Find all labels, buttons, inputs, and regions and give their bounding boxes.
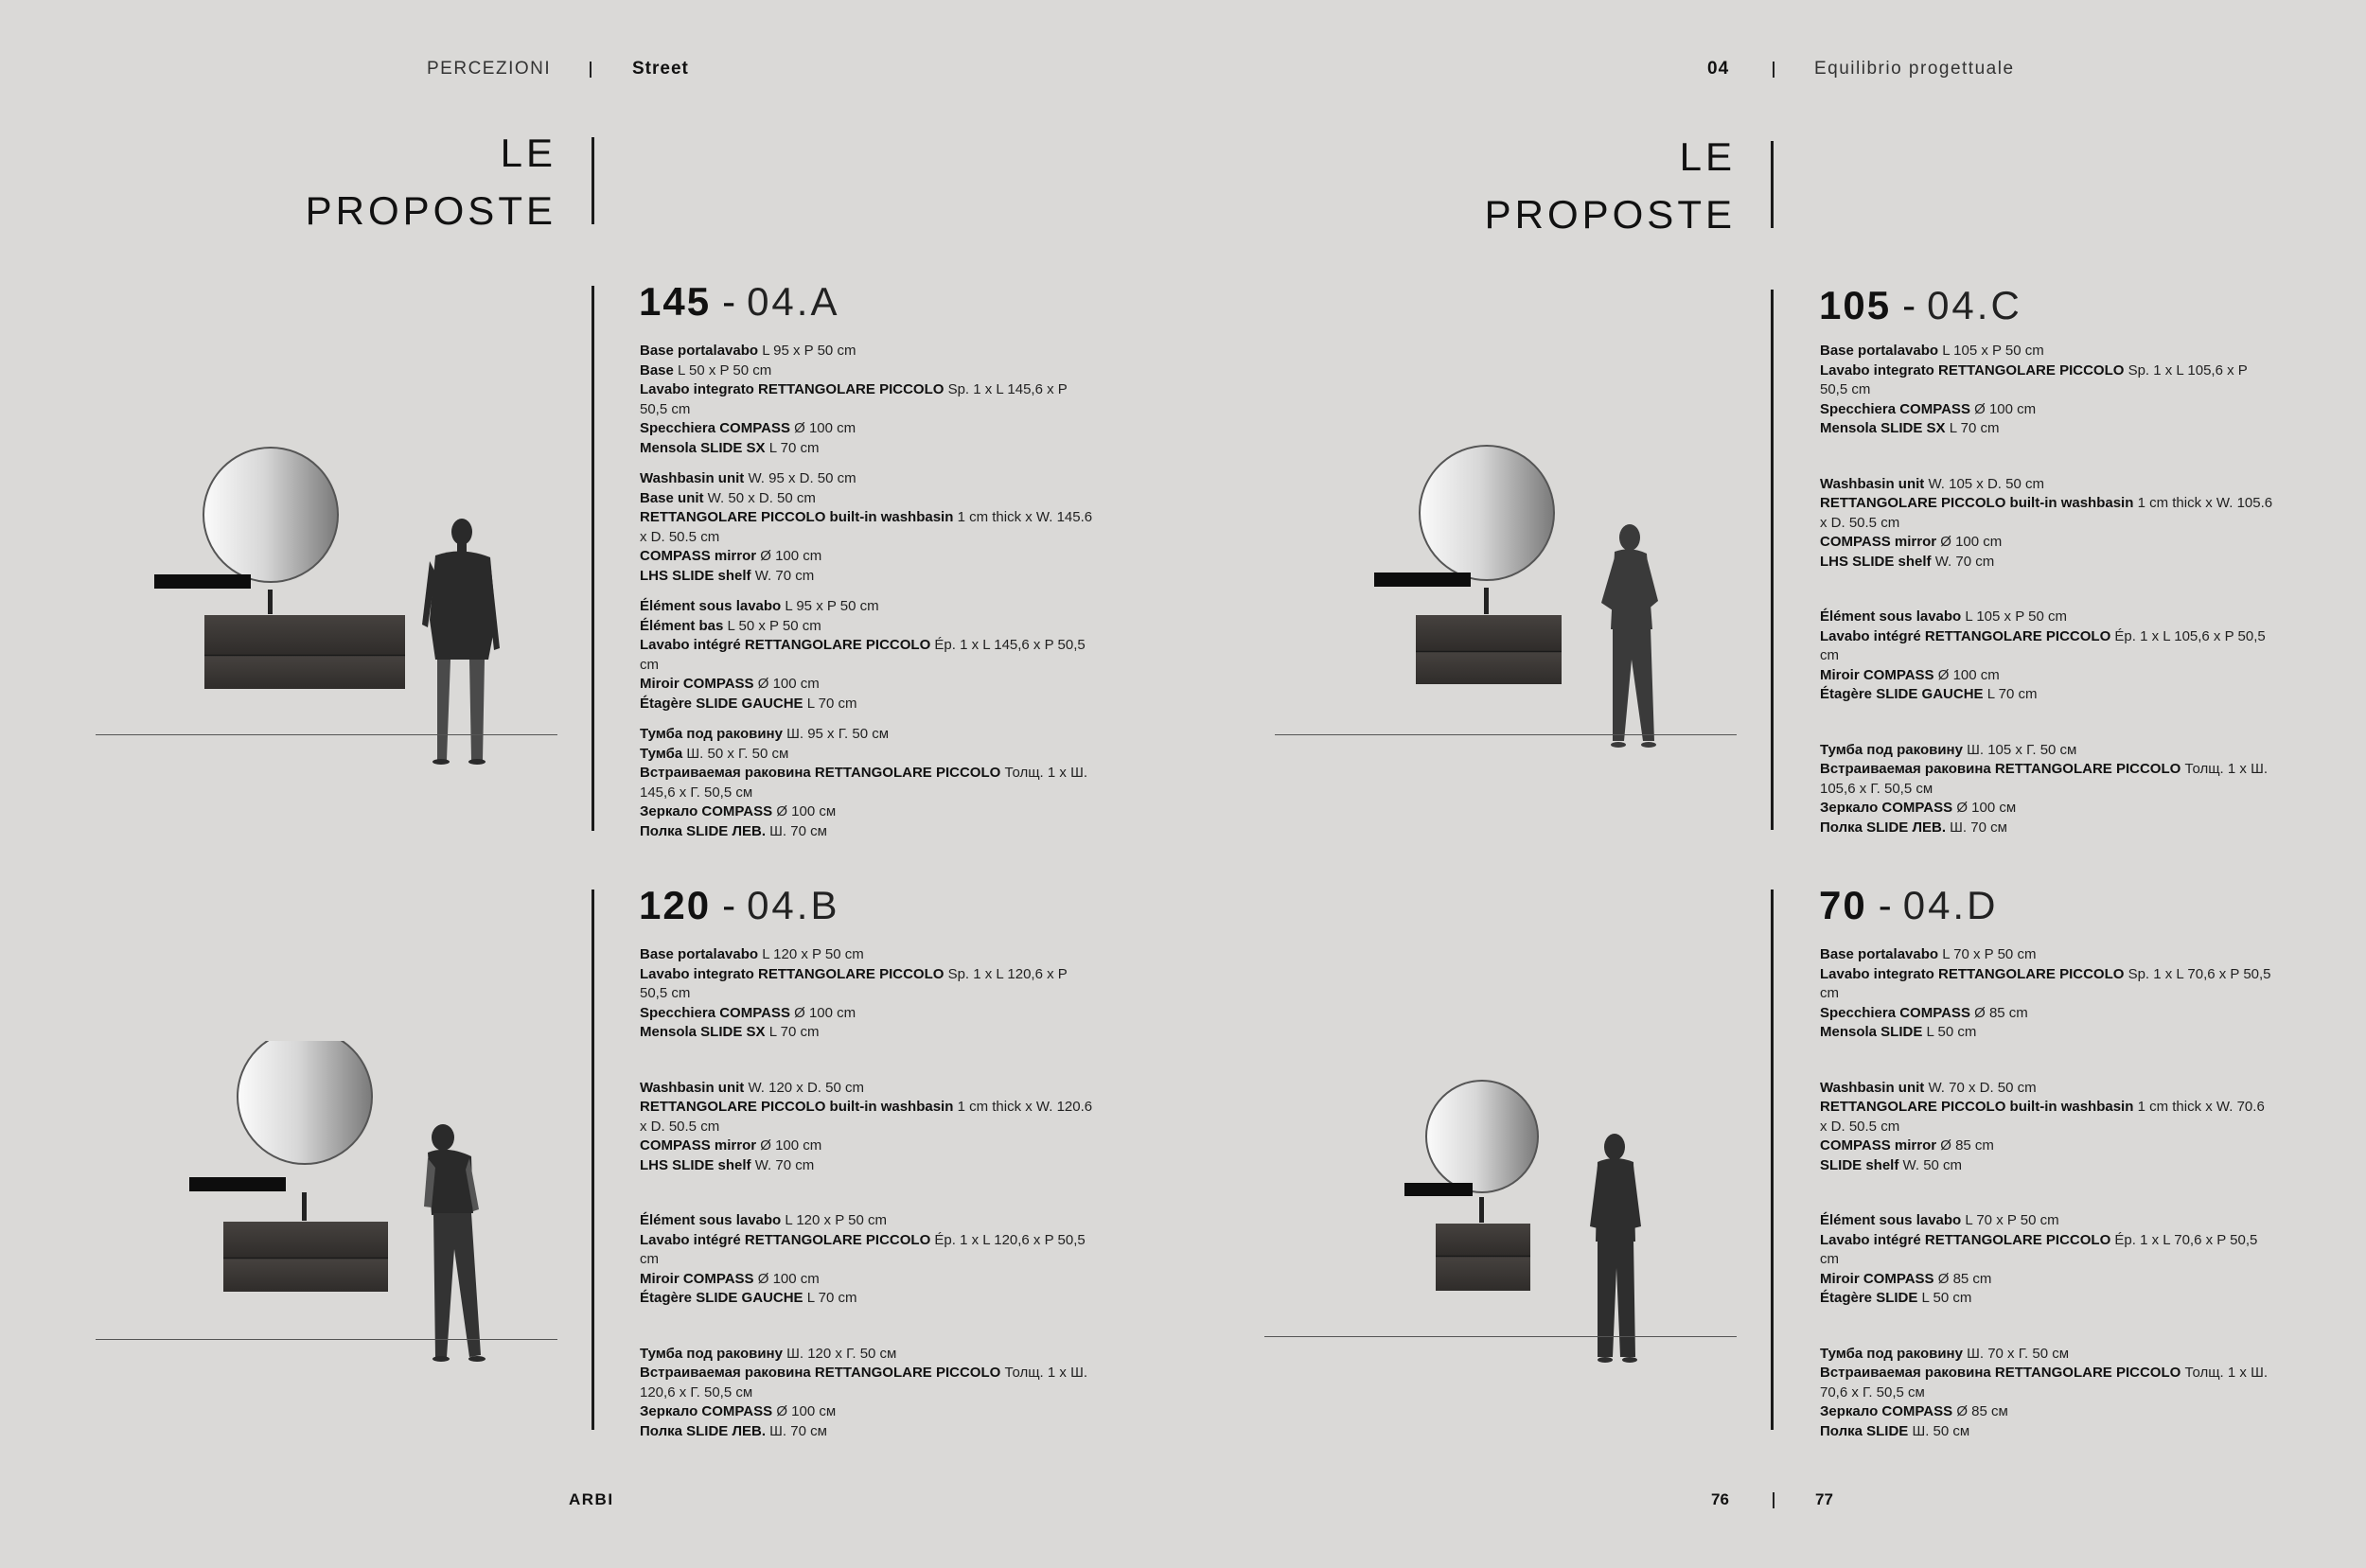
- spec-item-dimensions: L 70 x P 50 cm: [1938, 946, 2037, 962]
- spec-line: [1820, 494, 2274, 533]
- spec-item-name: Lavabo integrato RETTANGOLARE PICCOLO: [1820, 965, 2125, 982]
- spec-line: [1820, 1156, 2274, 1176]
- spec-item-name: LHS SLIDE shelf: [640, 567, 751, 584]
- spec-item-name: Base: [640, 361, 674, 379]
- spec-item-dimensions: L 95 x P 50 cm: [758, 343, 856, 359]
- spec-item-name: COMPASS mirror: [640, 1137, 757, 1154]
- spec-line: [1820, 419, 2274, 439]
- spec-item-dimensions: Ép. 1 x L 105,6 x P 50,5 cm: [1820, 627, 2266, 663]
- spec-item-name: Lavabo intégré RETTANGOLARE PICCOLO: [640, 637, 931, 653]
- spec-item-name: Étagère SLIDE GAUCHE: [1820, 686, 1984, 702]
- spec-item-name: Зеркало COMPASS: [640, 803, 773, 819]
- spec-item-name: Specchiera COMPASS: [1820, 400, 1970, 417]
- spec-item-dimensions: Ш. 120 x Г. 50 см: [782, 1345, 897, 1362]
- spec-line: [640, 695, 1094, 714]
- page-title-line: LE: [500, 131, 556, 175]
- spec-item-dimensions: Ø 100 см: [772, 803, 837, 819]
- spec-line: [640, 1289, 1094, 1309]
- spec-item-name: Base portalavabo: [640, 946, 759, 962]
- section-title-c: [1819, 283, 2022, 327]
- page-number-left: 76: [1711, 1490, 1729, 1508]
- spec-item-dimensions: Толщ. 1 x Ш. 120,6 x Г. 50,5 см: [640, 1365, 1087, 1401]
- spec-item-dimensions: Ш. 50 x Г. 50 см: [682, 745, 789, 762]
- spec-item-name: Тумба под раковину: [1820, 741, 1963, 758]
- spec-item-name: Полка SLIDE ЛЕВ.: [1820, 819, 1946, 836]
- spec-line: [640, 597, 1094, 617]
- spec-language-group: [1820, 1211, 2274, 1309]
- section-rule: [1771, 290, 1774, 830]
- page-title-right: [1485, 128, 1736, 243]
- spec-item-dimensions: Ø 100 cm: [1933, 666, 2000, 683]
- spec-item-dimensions: Sp. 1 x L 145,6 x P 50,5 cm: [640, 381, 1068, 417]
- spec-line: [1820, 741, 2274, 761]
- spec-line: [640, 1098, 1094, 1136]
- spec-line: [1820, 361, 2274, 400]
- spec-line: [640, 945, 1094, 965]
- page-number-right: 77: [1815, 1490, 1833, 1508]
- spec-item-name: COMPASS mirror: [1820, 534, 1937, 550]
- spec-line: [1820, 1098, 2274, 1136]
- spec-item-name: LHS SLIDE shelf: [640, 1156, 751, 1173]
- section-title-d: [1819, 883, 1999, 927]
- spec-item-name: Miroir COMPASS: [640, 676, 754, 692]
- spec-item-dimensions: L 105 x P 50 cm: [1938, 343, 2044, 359]
- spec-language-group: [640, 1211, 1094, 1309]
- person-figure: [424, 1124, 486, 1362]
- section-code: 04.A: [747, 279, 840, 324]
- spec-language-group: [640, 342, 1094, 458]
- page-title-line: PROPOSTE: [1484, 192, 1736, 237]
- vanity-cabinet: [1416, 615, 1562, 684]
- vanity-cabinet: [223, 1222, 388, 1292]
- spec-item-dimensions: Ø 100 см: [1952, 800, 2017, 816]
- spec-item-dimensions: L 120 x P 50 cm: [781, 1212, 887, 1228]
- wall-tap: [1479, 1197, 1484, 1223]
- spec-item-dimensions: Ø 100 cm: [789, 420, 856, 436]
- spec-item-dimensions: 1 cm thick x W. 70.6 x D. 50.5 cm: [1820, 1099, 2265, 1135]
- spec-item-name: Élément sous lavabo: [640, 598, 782, 614]
- spec-item-dimensions: Ш. 70 см: [1946, 819, 2007, 836]
- spec-item-dimensions: W. 70 cm: [750, 567, 815, 584]
- spec-line: [1820, 1079, 2274, 1099]
- spec-item-dimensions: 1 cm thick x W. 145.6 x D. 50.5 cm: [640, 509, 1093, 545]
- spec-list-c: [1820, 342, 2274, 849]
- spec-item-dimensions: Толщ. 1 x Ш. 70,6 x Г. 50,5 см: [1820, 1365, 2268, 1401]
- spec-line: [1820, 400, 2274, 420]
- round-mirror: [1420, 446, 1554, 580]
- spec-line: [640, 1231, 1094, 1270]
- spec-item-dimensions: Ø 100 cm: [756, 1137, 822, 1154]
- spec-language-group: [1820, 1079, 2274, 1176]
- vanity-cabinet: [204, 615, 405, 689]
- section-size: 120: [639, 883, 712, 927]
- spec-line: [640, 439, 1094, 459]
- spec-item-name: Base unit: [640, 489, 704, 506]
- section-code: 04.B: [747, 883, 840, 927]
- section-dash: -: [1878, 883, 1892, 927]
- spec-item-name: Тумба под раковину: [1820, 1345, 1963, 1362]
- spec-list-d: [1820, 945, 2274, 1453]
- spec-line: [1820, 965, 2274, 1004]
- spec-item-dimensions: W. 50 cm: [1898, 1156, 1963, 1173]
- spec-line: [1820, 819, 2274, 838]
- spec-item-dimensions: Ш. 50 см: [1908, 1422, 1970, 1439]
- spec-item-dimensions: Sp. 1 x L 120,6 x P 50,5 cm: [640, 965, 1068, 1001]
- spec-item-dimensions: L 95 x P 50 cm: [781, 598, 879, 614]
- spec-item-dimensions: Sp. 1 x L 70,6 x P 50,5 cm: [1820, 965, 2271, 1001]
- spec-item-dimensions: Ø 85 cm: [1969, 1004, 2028, 1021]
- composition-illustration-a: [95, 440, 558, 771]
- spec-item-name: Élément sous lavabo: [640, 1212, 782, 1228]
- composition-illustration-d: [1264, 1041, 1738, 1372]
- round-mirror: [203, 448, 338, 582]
- spec-item-name: Élément sous lavabo: [1820, 608, 1962, 625]
- spec-item-dimensions: Ø 100 cm: [789, 1004, 856, 1021]
- spec-item-dimensions: W. 70 cm: [750, 1156, 815, 1173]
- section-dash: -: [722, 883, 736, 927]
- spec-line: [640, 1270, 1094, 1290]
- spec-item-name: Washbasin unit: [1820, 475, 1925, 492]
- spec-line: [640, 1211, 1094, 1231]
- spec-item-dimensions: L 50 x P 50 cm: [723, 617, 821, 634]
- spec-line: [640, 380, 1094, 419]
- spec-item-dimensions: L 120 x P 50 cm: [758, 946, 864, 962]
- spec-line: [640, 617, 1094, 637]
- slide-shelf: [189, 1177, 286, 1191]
- page-title-line: LE: [1679, 134, 1736, 179]
- spec-line: [640, 1422, 1094, 1442]
- spec-line: [640, 1004, 1094, 1024]
- spec-item-dimensions: L 70 cm: [765, 1024, 820, 1040]
- composition-illustration-b: [95, 1041, 558, 1372]
- spec-item-name: Miroir COMPASS: [640, 1270, 754, 1287]
- spec-line: [1820, 666, 2274, 686]
- spec-line: [640, 675, 1094, 695]
- spec-item-name: Полка SLIDE ЛЕВ.: [640, 1422, 766, 1439]
- spec-item-name: Élément sous lavabo: [1820, 1212, 1962, 1228]
- spec-item-dimensions: L 50 cm: [1917, 1290, 1972, 1306]
- spec-item-name: Base portalavabo: [640, 343, 759, 359]
- spec-item-dimensions: L 70 cm: [1983, 686, 2038, 702]
- spec-item-dimensions: 1 cm thick x W. 120.6 x D. 50.5 cm: [640, 1099, 1093, 1135]
- page-title-left: [306, 124, 556, 239]
- spec-item-name: Lavabo integrato RETTANGOLARE PICCOLO: [1820, 361, 2125, 379]
- spec-line: [1820, 1023, 2274, 1043]
- section-size: 145: [639, 279, 712, 324]
- spec-line: [1820, 533, 2274, 553]
- spec-item-name: Base portalavabo: [1820, 343, 1939, 359]
- section-title-b: [639, 883, 840, 927]
- spec-item-dimensions: Ø 100 cm: [1969, 400, 2037, 417]
- section-code: 04.C: [1927, 283, 2022, 327]
- spec-line: [640, 489, 1094, 509]
- spec-item-name: Встраиваемая раковина RETTANGOLARE PICCOLO: [640, 1365, 1001, 1381]
- spec-item-dimensions: W. 95 x D. 50 cm: [744, 470, 856, 486]
- spec-line: [640, 1136, 1094, 1156]
- spec-language-group: [640, 597, 1094, 714]
- spec-item-name: Élément bas: [640, 617, 724, 634]
- spec-language-group: [640, 469, 1094, 586]
- spec-line: [640, 547, 1094, 567]
- spec-item-name: RETTANGOLARE PICCOLO built-in washbasin: [1820, 495, 2134, 511]
- spec-line: [1820, 685, 2274, 705]
- spec-item-dimensions: Ø 100 cm: [1936, 534, 2003, 550]
- spec-item-dimensions: L 105 x P 50 cm: [1961, 608, 2067, 625]
- round-mirror: [238, 1041, 372, 1164]
- floor-line: [96, 734, 557, 735]
- spec-item-dimensions: Ш. 105 x Г. 50 см: [1962, 741, 2077, 758]
- spec-item-name: Mensola SLIDE SX: [640, 439, 766, 456]
- spec-item-dimensions: Sp. 1 x L 105,6 x P 50,5 cm: [1820, 361, 2248, 397]
- spec-item-name: Тумба под раковину: [640, 726, 783, 742]
- spec-item-dimensions: W. 70 x D. 50 cm: [1924, 1079, 2037, 1096]
- spec-line: [640, 745, 1094, 765]
- spec-item-dimensions: L 70 cm: [803, 1290, 857, 1306]
- spec-line: [1820, 945, 2274, 965]
- spec-language-group: [1820, 945, 2274, 1043]
- footer-separator: [1773, 1492, 1774, 1508]
- spec-language-group: [1820, 741, 2274, 838]
- spec-item-dimensions: Толщ. 1 x Ш. 145,6 x Г. 50,5 см: [640, 765, 1087, 801]
- spec-line: [1820, 1402, 2274, 1422]
- spec-item-dimensions: Ép. 1 x L 145,6 x P 50,5 cm: [640, 637, 1086, 673]
- spec-line: [1820, 1136, 2274, 1156]
- spec-list-a: [640, 342, 1094, 853]
- composition-illustration-c: [1274, 440, 1738, 771]
- spec-item-name: Miroir COMPASS: [1820, 666, 1934, 683]
- spec-line: [640, 725, 1094, 745]
- spec-item-name: SLIDE shelf: [1820, 1156, 1899, 1173]
- spec-item-name: Встраиваемая раковина RETTANGOLARE PICCOLO: [1820, 1365, 2181, 1381]
- spec-item-dimensions: Ш. 70 x Г. 50 см: [1962, 1345, 2070, 1362]
- spec-line: [640, 764, 1094, 802]
- spec-line: [640, 802, 1094, 822]
- spec-item-dimensions: L 50 x P 50 cm: [673, 361, 772, 379]
- spec-line: [640, 1079, 1094, 1099]
- spec-item-dimensions: W. 70 cm: [1931, 553, 1995, 570]
- spec-line: [640, 469, 1094, 489]
- spec-item-name: Lavabo integrato RETTANGOLARE PICCOLO: [640, 381, 945, 397]
- slide-shelf: [1404, 1183, 1473, 1196]
- page-title-line: PROPOSTE: [305, 188, 556, 233]
- spec-item-name: COMPASS mirror: [1820, 1137, 1937, 1154]
- spec-line: [1820, 475, 2274, 495]
- spec-line: [640, 822, 1094, 842]
- spec-line: [640, 361, 1094, 381]
- spec-line: [1820, 1364, 2274, 1402]
- person-figure: [1601, 524, 1658, 748]
- spec-line: [1820, 608, 2274, 627]
- spec-item-name: Étagère SLIDE GAUCHE: [640, 695, 803, 712]
- spec-item-dimensions: Ш. 95 x Г. 50 см: [782, 726, 890, 742]
- spec-item-name: Зеркало COMPASS: [1820, 1403, 1953, 1419]
- spec-item-name: RETTANGOLARE PICCOLO built-in washbasin: [640, 509, 954, 525]
- slide-shelf: [1374, 573, 1471, 587]
- spec-line: [640, 419, 1094, 439]
- spec-item-name: Полка SLIDE: [1820, 1422, 1909, 1439]
- floor-line: [96, 1339, 557, 1340]
- spec-item-name: RETTANGOLARE PICCOLO built-in washbasin: [1820, 1099, 2134, 1115]
- spec-item-dimensions: Ø 100 см: [772, 1403, 837, 1419]
- spec-item-dimensions: W. 105 x D. 50 cm: [1924, 475, 2044, 492]
- header-chapter-title: Equilibrio progettuale: [1814, 59, 2015, 79]
- title-rule: [592, 137, 594, 224]
- spec-item-name: Specchiera COMPASS: [640, 1004, 790, 1021]
- spec-item-name: Washbasin unit: [640, 470, 745, 486]
- person-figure: [1590, 1134, 1641, 1363]
- floor-line: [1275, 734, 1737, 735]
- spec-line: [1820, 1345, 2274, 1365]
- spec-line: [640, 1156, 1094, 1176]
- spec-line: [1820, 1004, 2274, 1024]
- spec-language-group: [1820, 475, 2274, 573]
- spec-item-name: Зеркало COMPASS: [1820, 800, 1953, 816]
- spec-line: [640, 965, 1094, 1004]
- spec-line: [1820, 1211, 2274, 1231]
- spec-line: [640, 1402, 1094, 1422]
- spec-item-name: RETTANGOLARE PICCOLO built-in washbasin: [640, 1099, 954, 1115]
- section-title-a: [639, 279, 840, 324]
- spec-item-name: Mensola SLIDE SX: [1820, 420, 1946, 436]
- spec-item-name: Lavabo intégré RETTANGOLARE PICCOLO: [640, 1231, 931, 1248]
- spec-language-group: [1820, 608, 2274, 705]
- round-mirror: [1426, 1081, 1538, 1192]
- floor-line: [1264, 1336, 1737, 1337]
- spec-item-name: Полка SLIDE ЛЕВ.: [640, 822, 766, 839]
- section-rule: [1771, 890, 1774, 1430]
- section-dash: -: [1902, 283, 1916, 327]
- spec-line: [1820, 1422, 2274, 1442]
- spec-line: [1820, 1289, 2274, 1309]
- spec-item-dimensions: Толщ. 1 x Ш. 105,6 x Г. 50,5 см: [1820, 761, 2268, 797]
- brand-name: ARBI: [569, 1490, 614, 1508]
- spec-item-name: LHS SLIDE shelf: [1820, 553, 1932, 570]
- spec-item-name: Specchiera COMPASS: [640, 420, 790, 436]
- spec-line: [640, 1345, 1094, 1365]
- section-size: 105: [1819, 283, 1892, 327]
- spec-item-name: Étagère SLIDE: [1820, 1290, 1918, 1306]
- person-figure: [422, 519, 500, 765]
- header-separator: [590, 62, 592, 78]
- spec-item-name: COMPASS mirror: [640, 548, 757, 564]
- spec-item-dimensions: L 70 cm: [803, 695, 857, 712]
- spec-line: [640, 1364, 1094, 1402]
- section-rule: [592, 890, 594, 1430]
- slide-shelf: [154, 574, 251, 589]
- spec-line: [640, 508, 1094, 547]
- spec-item-dimensions: Ш. 70 см: [766, 1422, 827, 1439]
- section-rule: [592, 286, 594, 831]
- header-subsection: Street: [632, 59, 689, 79]
- spec-item-dimensions: Ø 85 см: [1952, 1403, 2008, 1419]
- spec-line: [1820, 760, 2274, 799]
- spec-line: [640, 342, 1094, 361]
- spec-item-name: Washbasin unit: [1820, 1079, 1925, 1096]
- spec-item-name: Mensola SLIDE SX: [640, 1024, 766, 1040]
- spec-line: [1820, 1270, 2274, 1290]
- spec-item-name: Base portalavabo: [1820, 946, 1939, 962]
- vanity-cabinet: [1436, 1224, 1530, 1291]
- spec-line: [640, 1023, 1094, 1043]
- spec-line: [1820, 627, 2274, 666]
- title-rule: [1771, 141, 1774, 228]
- spec-item-name: Тумба под раковину: [640, 1345, 783, 1362]
- spec-item-dimensions: 1 cm thick x W. 105.6 x D. 50.5 cm: [1820, 495, 2273, 531]
- spec-item-dimensions: Ш. 70 см: [766, 822, 827, 839]
- spec-list-b: [640, 945, 1094, 1453]
- spec-language-group: [1820, 1345, 2274, 1442]
- spec-item-name: Lavabo intégré RETTANGOLARE PICCOLO: [1820, 1231, 2111, 1248]
- spec-item-dimensions: W. 120 x D. 50 cm: [744, 1079, 864, 1096]
- spec-item-dimensions: L 50 cm: [1922, 1024, 1977, 1040]
- wall-tap: [268, 590, 273, 614]
- spec-item-name: Зеркало COMPASS: [640, 1403, 773, 1419]
- header-number: 04: [1707, 59, 1730, 79]
- spec-line: [1820, 799, 2274, 819]
- spec-item-dimensions: Ø 85 cm: [1933, 1270, 1992, 1287]
- wall-tap: [1484, 588, 1489, 614]
- spec-item-dimensions: Ø 100 cm: [753, 1270, 820, 1287]
- spec-item-dimensions: W. 50 x D. 50 cm: [703, 489, 816, 506]
- spec-item-name: Mensola SLIDE: [1820, 1024, 1923, 1040]
- wall-tap: [302, 1192, 307, 1221]
- spec-item-dimensions: Ø 100 cm: [756, 548, 822, 564]
- spec-line: [1820, 1231, 2274, 1270]
- spec-line: [640, 567, 1094, 587]
- spec-item-dimensions: Ép. 1 x L 120,6 x P 50,5 cm: [640, 1231, 1086, 1267]
- spec-item-name: Тумба: [640, 745, 683, 762]
- spec-line: [1820, 553, 2274, 573]
- spec-item-dimensions: L 70 cm: [1945, 420, 2000, 436]
- spec-item-name: Washbasin unit: [640, 1079, 745, 1096]
- spec-item-dimensions: L 70 x P 50 cm: [1961, 1212, 2059, 1228]
- spec-item-name: Lavabo integrato RETTANGOLARE PICCOLO: [640, 965, 945, 982]
- section-size: 70: [1819, 883, 1867, 927]
- header-separator: [1773, 62, 1774, 78]
- spec-item-name: Specchiera COMPASS: [1820, 1004, 1970, 1021]
- spec-item-dimensions: Ø 85 cm: [1936, 1137, 1994, 1154]
- section-dash: -: [722, 279, 736, 324]
- spec-item-name: Встраиваемая раковина RETTANGOLARE PICCOLO: [1820, 761, 2181, 777]
- header-section: PERCEZIONI: [427, 59, 552, 79]
- spec-item-name: Miroir COMPASS: [1820, 1270, 1934, 1287]
- spec-line: [640, 636, 1094, 675]
- spec-line: [1820, 342, 2274, 361]
- spec-item-name: Étagère SLIDE GAUCHE: [640, 1290, 803, 1306]
- section-code: 04.D: [1902, 883, 1999, 927]
- spec-language-group: [640, 725, 1094, 841]
- spec-item-dimensions: L 70 cm: [765, 439, 820, 456]
- spec-language-group: [640, 1079, 1094, 1176]
- spec-item-dimensions: Ép. 1 x L 70,6 x P 50,5 cm: [1820, 1231, 2258, 1267]
- spec-item-name: Lavabo intégré RETTANGOLARE PICCOLO: [1820, 627, 2111, 644]
- spec-language-group: [640, 945, 1094, 1043]
- spec-item-name: Встраиваемая раковина RETTANGOLARE PICCOLO: [640, 765, 1001, 781]
- spec-language-group: [640, 1345, 1094, 1442]
- spec-language-group: [1820, 342, 2274, 439]
- spec-item-dimensions: Ø 100 cm: [753, 676, 820, 692]
